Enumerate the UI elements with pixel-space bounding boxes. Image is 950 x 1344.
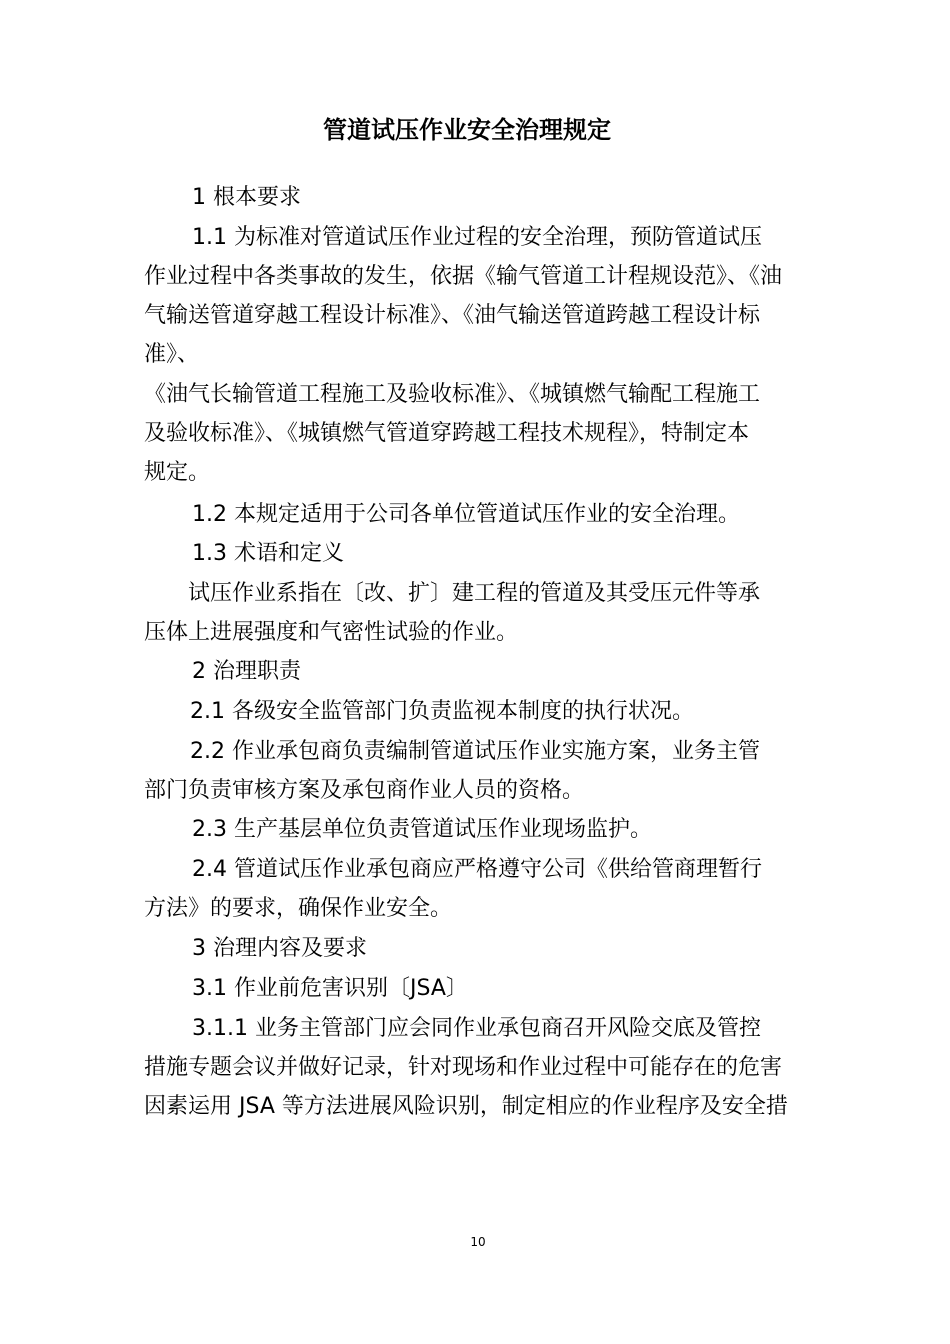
- paragraph-2-2-line-2: 部门负责审核方案及承包商作业人员的资格。: [144, 778, 585, 803]
- paragraph-2-4-line-2: 方法》的要求，确保作业安全。: [144, 896, 453, 921]
- paragraph-1-1-line-4: 准》、: [144, 342, 200, 367]
- paragraph-definition-line-1: 试压作业系指在〔改、扩〕建工程的管道及其受压元件等承: [188, 581, 761, 606]
- paragraph-definition-line-2: 压体上进展强度和气密性试验的作业。: [144, 620, 519, 645]
- paragraph-1-1-line-7: 规定。: [144, 460, 211, 485]
- paragraph-1-1-line-6: 及验收标准》、《城镇燃气管道穿跨越工程技术规程》，特制定本: [144, 421, 750, 446]
- paragraph-2-3: 2.3 生产基层单位负责管道试压作业现场监护。: [192, 817, 652, 842]
- heading-3-1: 3.1 作业前危害识别〔JSA〕: [192, 976, 468, 1001]
- heading-1: 1 根本要求: [192, 185, 301, 210]
- paragraph-2-4-line-1: 2.4 管道试压作业承包商应严格遵守公司《供给管商理暂行: [192, 857, 762, 882]
- paragraph-1-1-line-1: 1.1 为标准对管道试压作业过程的安全治理，预防管道试压: [192, 225, 762, 250]
- paragraph-1-1-line-5: 《油气长输管道工程施工及验收标准》、《城镇燃气输配工程施工: [144, 382, 761, 407]
- paragraph-3-1-1-line-3: 因素运用 JSA 等方法进展风险识别，制定相应的作业程序及安全措: [144, 1094, 788, 1119]
- paragraph-1-2: 1.2 本规定适用于公司各单位管道试压作业的安全治理。: [192, 502, 740, 527]
- paragraph-2-1: 2.1 各级安全监管部门负责监视本制度的执行状况。: [190, 699, 694, 724]
- page-number: 10: [470, 1235, 486, 1249]
- paragraph-2-2-line-1: 2.2 作业承包商负责编制管道试压作业实施方案，业务主管: [190, 739, 760, 764]
- heading-3: 3 治理内容及要求: [192, 936, 367, 961]
- paragraph-1-1-line-3: 气输送管道穿越工程设计标准》、《油气输送管道跨越工程设计标: [144, 303, 761, 328]
- heading-2: 2 治理职责: [192, 659, 301, 684]
- paragraph-3-1-1-line-1: 3.1.1 业务主管部门应会同作业承包商召开风险交底及管控: [192, 1016, 761, 1041]
- heading-1-3: 1.3 术语和定义: [192, 541, 344, 566]
- paragraph-3-1-1-line-2: 措施专题会议并做好记录，针对现场和作业过程中可能存在的危害: [144, 1055, 783, 1080]
- document-title: 管道试压作业安全治理规定: [323, 116, 611, 144]
- paragraph-1-1-line-2: 作业过程中各类事故的发生，依据《输气管道工计程规设范》、《油: [144, 264, 783, 289]
